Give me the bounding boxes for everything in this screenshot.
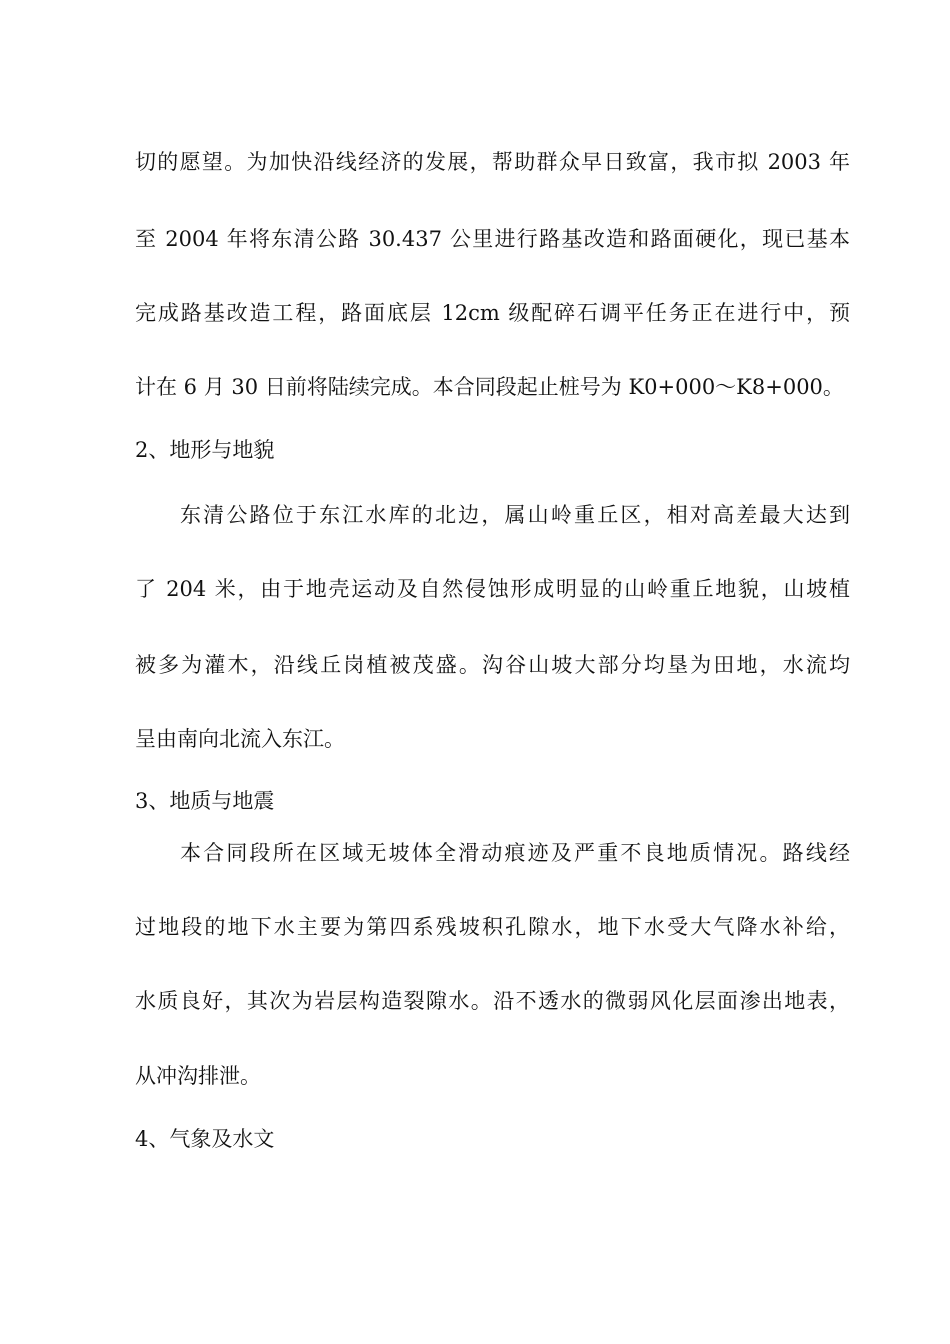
section2-line-3: 被多为灌木，沿线丘岗植被茂盛。沟谷山坡大部分均垦为田地，水流均 xyxy=(135,653,850,677)
section2-line-2: 了 204 米，由于地壳运动及自然侵蚀形成明显的山岭重丘地貌，山坡植 xyxy=(135,577,850,601)
section-heading-climate: 4、气象及水文 xyxy=(135,1127,275,1151)
section3-line-4: 从冲沟排泄。 xyxy=(135,1064,261,1088)
para1-line-1: 切的愿望。为加快沿线经济的发展，帮助群众早日致富，我市拟 2003 年 xyxy=(135,150,850,174)
para1-line-2: 至 2004 年将东清公路 30.437 公里进行路基改造和路面硬化，现已基本 xyxy=(135,227,850,251)
section3-line-1: 本合同段所在区域无坡体全滑动痕迹及严重不良地质情况。路线经 xyxy=(180,841,850,865)
section-heading-geology: 3、地质与地震 xyxy=(135,789,275,813)
section2-line-4: 呈由南向北流入东江。 xyxy=(135,727,345,751)
section2-line-1: 东清公路位于东江水库的北边，属山岭重丘区，相对高差最大达到 xyxy=(180,503,850,527)
section3-line-3: 水质良好，其次为岩层构造裂隙水。沿不透水的微弱风化层面渗出地表， xyxy=(135,989,850,1013)
section3-line-2: 过地段的地下水主要为第四系残坡积孔隙水，地下水受大气降水补给， xyxy=(135,915,850,939)
para1-line-4: 计在 6 月 30 日前将陆续完成。本合同段起止桩号为 K0+000～K8+000。 xyxy=(135,375,844,399)
para1-line-3: 完成路基改造工程，路面底层 12cm 级配碎石调平任务正在进行中，预 xyxy=(135,301,850,325)
section-heading-terrain: 2、地形与地貌 xyxy=(135,438,275,462)
